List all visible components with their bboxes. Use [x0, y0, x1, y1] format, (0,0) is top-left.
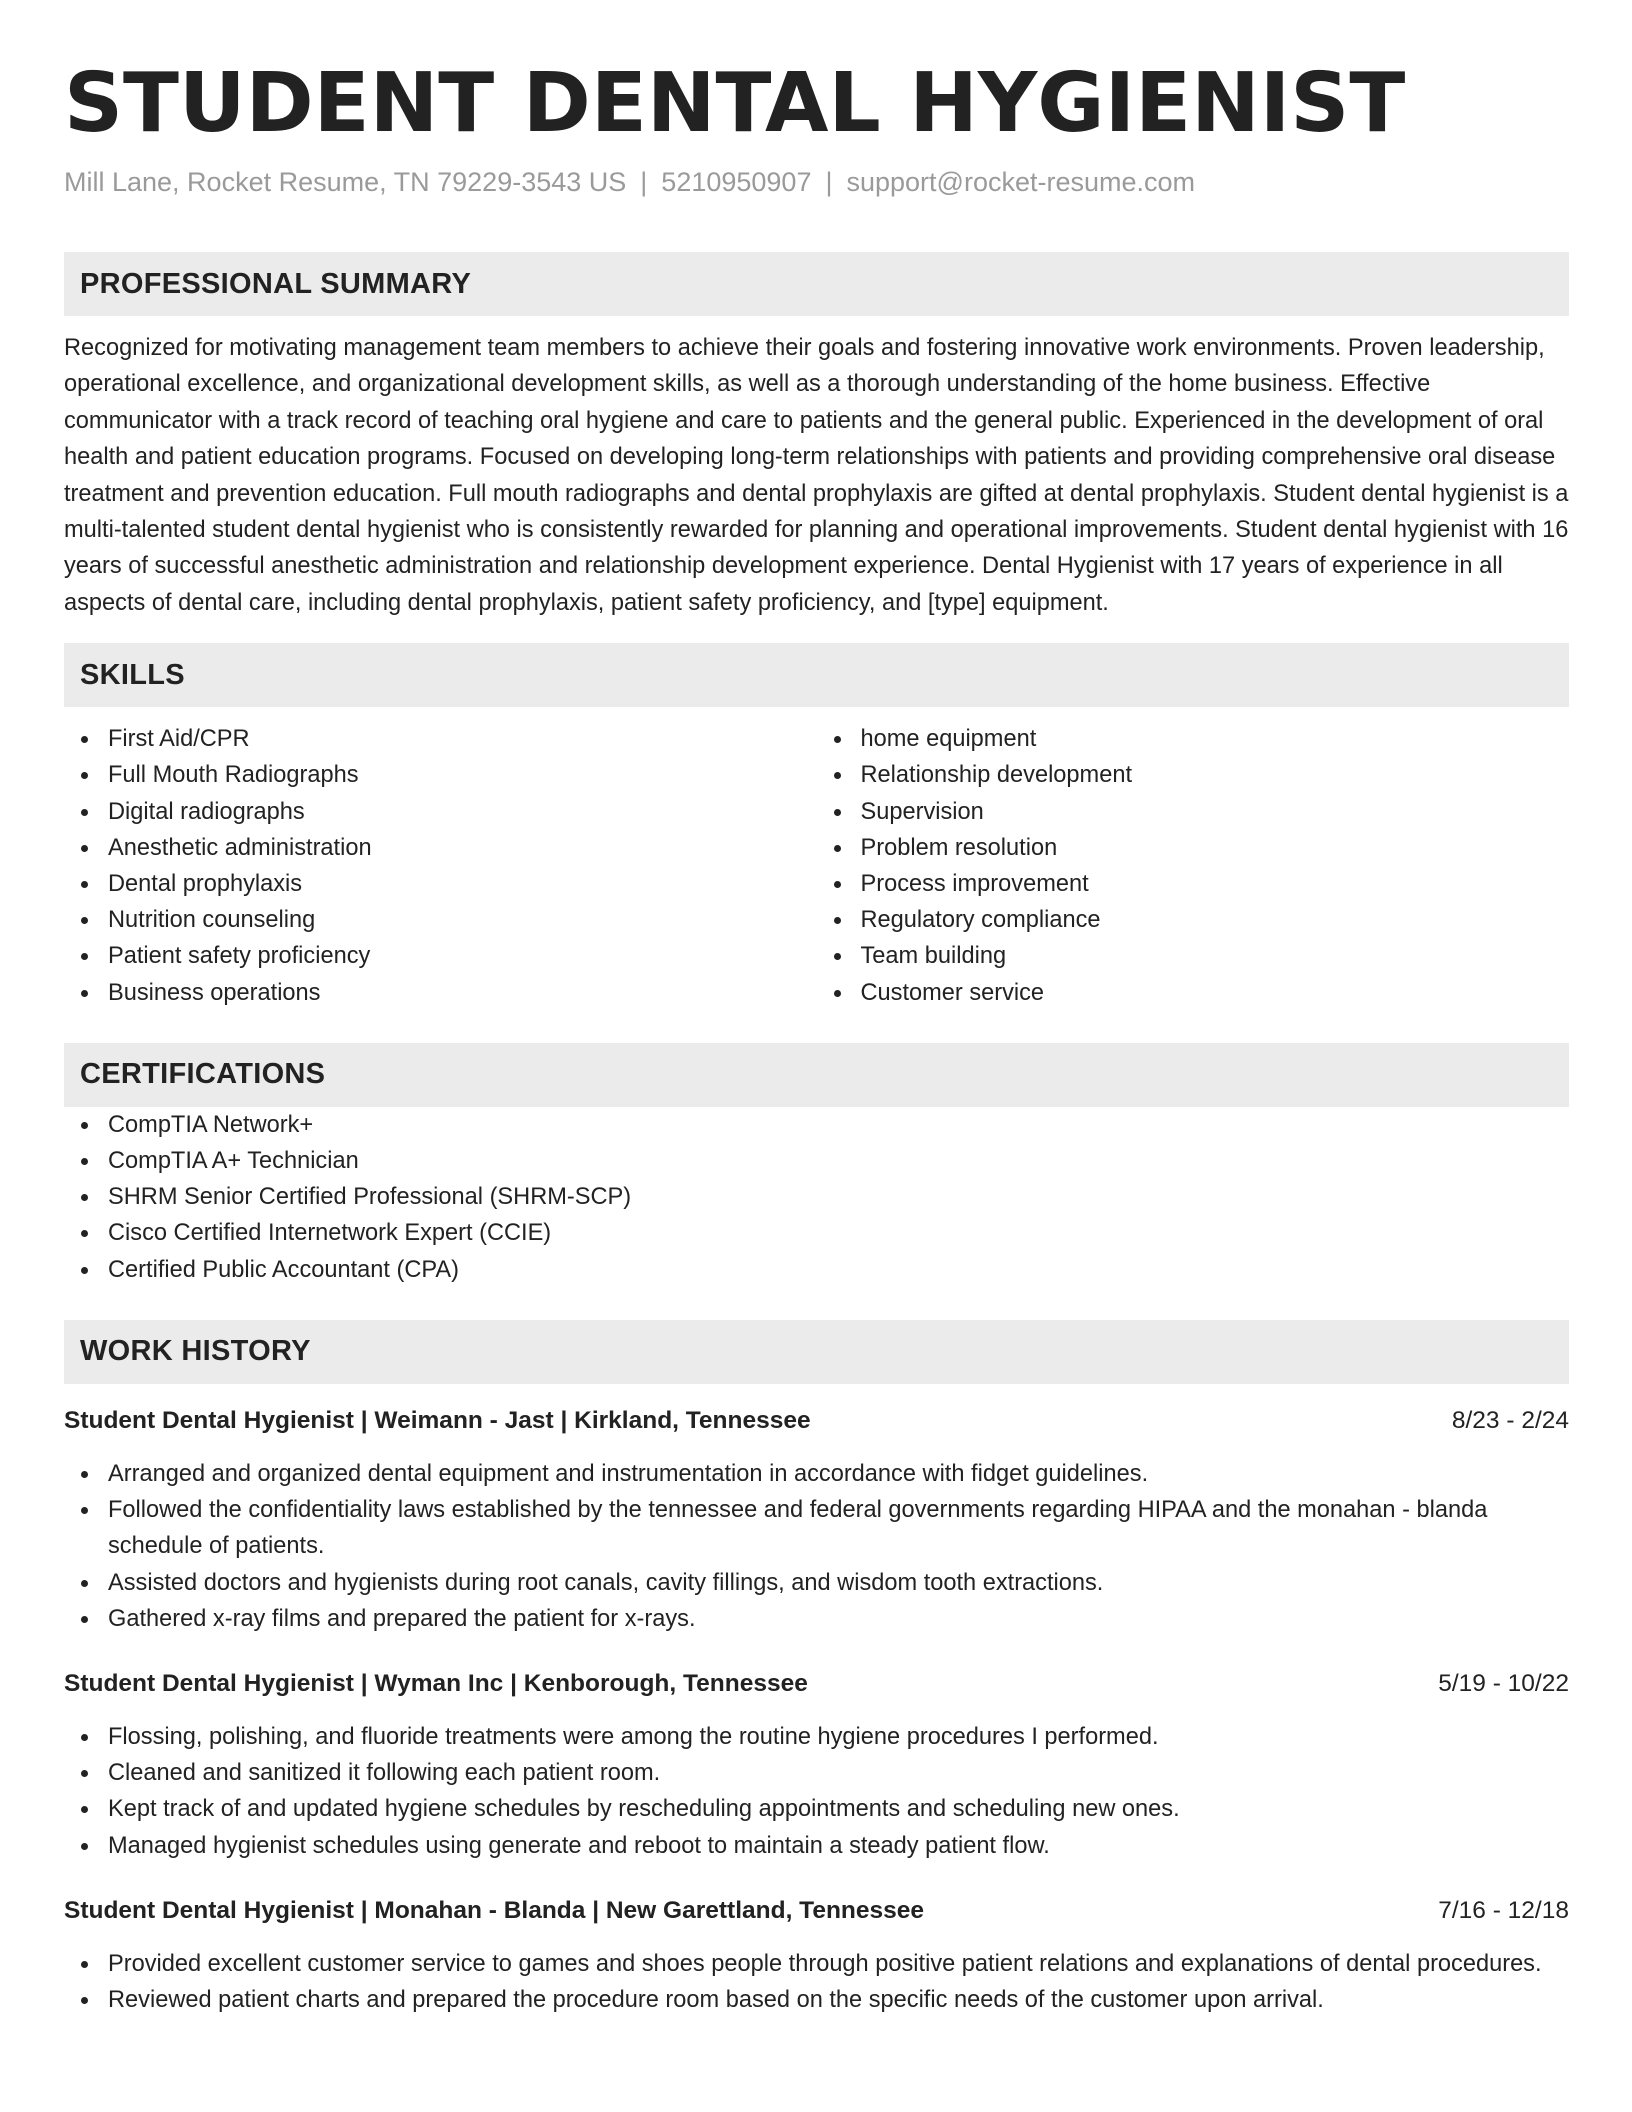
skill-item: Team building [817, 938, 1570, 974]
skill-item: Patient safety proficiency [64, 938, 817, 974]
job-bullet: Flossing, polishing, and fluoride treatments were among the routine hygiene procedures I performed. [64, 1719, 1569, 1755]
skill-item: Supervision [817, 794, 1570, 830]
job-bullet: Provided excellent customer service to games and shoes people through positive patient relations and explanations of dental procedures. [64, 1946, 1569, 1982]
contact-phone: 5210950907 [661, 167, 812, 197]
job-bullet: Arranged and organized dental equipment and instrumentation in accordance with fidget guidelines. [64, 1456, 1569, 1492]
skill-item: First Aid/CPR [64, 721, 817, 757]
skills-list-right [817, 721, 1570, 1011]
skill-item: Problem resolution [817, 830, 1570, 866]
job-dates: 7/16 - 12/18 [1438, 1896, 1569, 1924]
job-title: Student Dental Hygienist | Wyman Inc | Kenborough, Tennessee [64, 1669, 808, 1697]
job-bullet: Followed the confidentiality laws established by the tennessee and federal governments regarding HIPAA and the monahan - blanda schedule of patients. [64, 1492, 1569, 1564]
job-header [64, 1667, 1569, 1701]
skills-list-left [64, 721, 817, 1011]
job-entry [64, 1667, 1569, 1864]
skill-item: home equipment [817, 721, 1570, 757]
skill-item: Digital radiographs [64, 794, 817, 830]
skill-item: Full Mouth Radiographs [64, 757, 817, 793]
skill-item: Relationship development [817, 757, 1570, 793]
skill-item: Customer service [817, 975, 1570, 1011]
section-heading-summary: PROFESSIONAL SUMMARY [64, 252, 1569, 316]
job-dates: 5/19 - 10/22 [1438, 1669, 1569, 1697]
skill-item: Regulatory compliance [817, 902, 1570, 938]
job-entry [64, 1894, 1569, 2018]
job-title: Student Dental Hygienist | Weimann - Jast | Kirkland, Tennessee [64, 1406, 811, 1434]
certifications-list [64, 1107, 1569, 1288]
certification-item: Certified Public Accountant (CPA) [64, 1252, 1569, 1288]
skill-item: Nutrition counseling [64, 902, 817, 938]
contact-separator: | [640, 167, 648, 197]
skills-columns [64, 721, 1569, 1011]
contact-email: support@rocket-resume.com [846, 167, 1196, 197]
job-entry [64, 1404, 1569, 1637]
job-header [64, 1404, 1569, 1438]
certification-item: CompTIA Network+ [64, 1107, 1569, 1143]
job-dates: 8/23 - 2/24 [1451, 1406, 1569, 1434]
skill-item: Dental prophylaxis [64, 866, 817, 902]
job-bullet: Gathered x-ray films and prepared the patient for x-rays. [64, 1601, 1569, 1637]
resume-name: STUDENT DENTAL HYGIENIST [64, 56, 1406, 151]
job-bullets [64, 1719, 1569, 1864]
job-header [64, 1894, 1569, 1928]
contact-address: Mill Lane, Rocket Resume, TN 79229-3543 US [64, 167, 627, 197]
section-heading-work-history: WORK HISTORY [64, 1320, 1569, 1384]
summary-text: Recognized for motivating management team members to achieve their goals and fostering innovative work environments. Proven leadership, operational excellence, and organizational development skills, as well as a thorough understanding of the home business. Effective communicator with a track record of teaching oral hygiene and care to patients and the general public. Experienced in the development of oral health and patient education programs. Focused on developing long-term relationships with patients and providing comprehensive oral disease treatment and prevention education. Full mouth radiographs and dental prophylaxis are gifted at dental prophylaxis. Student dental hygienist is a multi-talented student dental hygienist who is consistently rewarded for planning and operational improvements. Student dental hygienist with 16 years of successful anesthetic administration and relationship development experience. Dental Hygienist with 17 years of experience in all aspects of dental care, including dental prophylaxis, patient safety proficiency, and [type] equipment. [64, 335, 1569, 616]
job-title: Student Dental Hygienist | Monahan - Blanda | New Garettland, Tennessee [64, 1896, 925, 1924]
contact-separator: | [825, 167, 833, 197]
certification-item: SHRM Senior Certified Professional (SHRM-SCP) [64, 1179, 1569, 1215]
contact-line [64, 164, 1569, 200]
skill-item: Business operations [64, 975, 817, 1011]
job-bullets [64, 1456, 1569, 1637]
section-heading-skills: SKILLS [64, 643, 1569, 707]
skill-item: Process improvement [817, 866, 1570, 902]
certification-item: Cisco Certified Internetwork Expert (CCIE) [64, 1215, 1569, 1251]
skill-item: Anesthetic administration [64, 830, 817, 866]
section-heading-certifications: CERTIFICATIONS [64, 1043, 1569, 1107]
job-bullet: Assisted doctors and hygienists during root canals, cavity fillings, and wisdom tooth extractions. [64, 1565, 1569, 1601]
job-bullet: Managed hygienist schedules using generate and reboot to maintain a steady patient flow. [64, 1828, 1569, 1864]
job-bullet: Cleaned and sanitized it following each patient room. [64, 1755, 1569, 1791]
certification-item: CompTIA A+ Technician [64, 1143, 1569, 1179]
job-bullet: Reviewed patient charts and prepared the procedure room based on the specific needs of the customer upon arrival. [64, 1982, 1569, 2018]
job-bullet: Kept track of and updated hygiene schedules by rescheduling appointments and scheduling new ones. [64, 1791, 1569, 1827]
job-bullets [64, 1946, 1569, 2018]
